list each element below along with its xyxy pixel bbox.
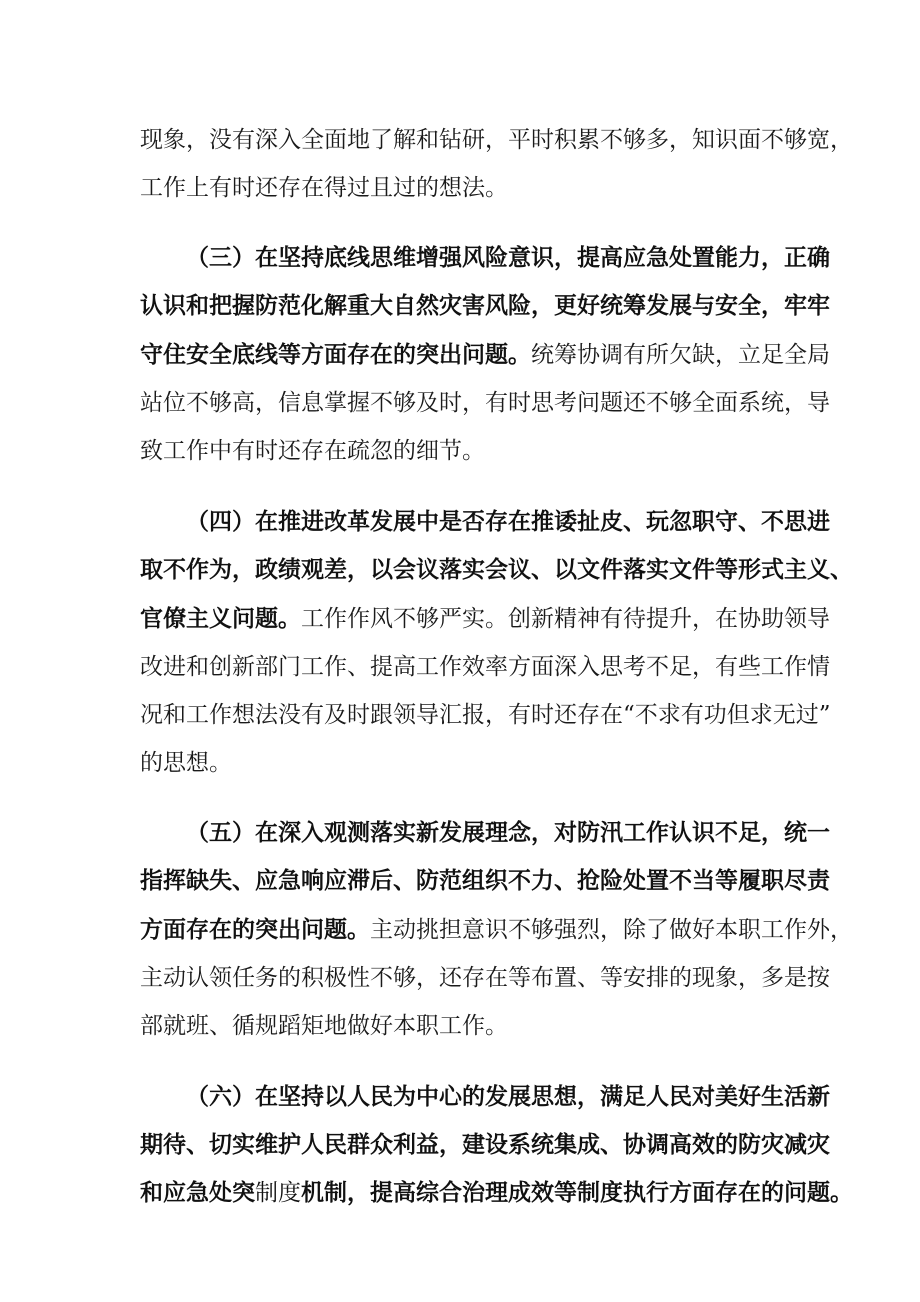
paragraph-text: 统筹协调有所欠缺，立足全局 <box>531 342 830 368</box>
paragraph-line: 况和工作想法没有及时跟领导汇报，有时还存在“不求有功但求无过” <box>140 702 831 728</box>
paragraph-text: 工作作风不够严实。创新精神有待提升，在协助领导 <box>301 606 830 632</box>
section-heading-line: 取不作为，政绩观差，以会议落实会议、以文件落实文件等形式主义、 <box>140 556 853 583</box>
section-heading-line: （六）在坚持以人民为中心的发展思想，满足人民对美好生活新 <box>186 1083 830 1110</box>
section-heading-line <box>140 1178 853 1208</box>
paragraph-line: 部就班、循规蹈矩地做好本职工作。 <box>140 1013 508 1039</box>
section-heading-line: （三）在坚持底线思维增强风险意识，提高应急处置能力，正确 <box>186 244 830 271</box>
paragraph-line <box>140 340 830 370</box>
section-heading-line: （四）在推进改革发展中是否存在推诿扯皮、玩忽职守、不思进 <box>186 508 830 535</box>
paragraph-line: 主动认领任务的积极性不够，还存在等布置、等安排的现象，多是按 <box>140 965 830 991</box>
section-heading-tail: 方面存在的突出问题。 <box>140 916 370 943</box>
paragraph-line: 的思想。 <box>140 750 232 776</box>
section-heading-line: 指挥缺失、应急响应滞后、防范组织不力、抢险处置不当等履职尽责 <box>140 867 830 894</box>
section-heading-line: 期待、切实维护人民群众利益，建设系统集成、协调高效的防灾减灾 <box>140 1131 830 1158</box>
heading-text: 和应急处突 <box>140 1179 255 1206</box>
section-heading-tail: 守住安全底线等方面存在的突出问题。 <box>140 341 531 368</box>
paragraph-line: 工作上有时还存在得过且过的想法。 <box>140 175 508 201</box>
paragraph-line <box>140 915 853 945</box>
section-heading-line: 认识和把握防范化解重大自然灾害风险，更好统筹发展与安全，牢牢 <box>140 292 830 319</box>
section-heading-tail: 官僚主义问题。 <box>140 605 301 632</box>
heading-text-regular: 制度 <box>255 1180 301 1206</box>
paragraph-line: 致工作中有时还存在疏忽的细节。 <box>140 438 485 464</box>
paragraph-line: 站位不够高，信息掌握不够及时，有时思考问题还不够全面系统，导 <box>140 390 830 416</box>
heading-text: 机制，提高综合治理成效等制度执行方面存在的问题。 <box>301 1179 853 1206</box>
paragraph-line: 改进和创新部门工作、提高工作效率方面深入思考不足，有些工作情 <box>140 654 830 680</box>
paragraph-line <box>140 604 830 634</box>
section-heading-line: （五）在深入观测落实新发展理念，对防汛工作认识不足，统一 <box>186 819 830 846</box>
paragraph-line: 现象，没有深入全面地了解和钻研，平时积累不够多，知识面不够宽， <box>140 127 853 153</box>
paragraph-text: 主动挑担意识不够强烈，除了做好本职工作外， <box>370 917 853 943</box>
